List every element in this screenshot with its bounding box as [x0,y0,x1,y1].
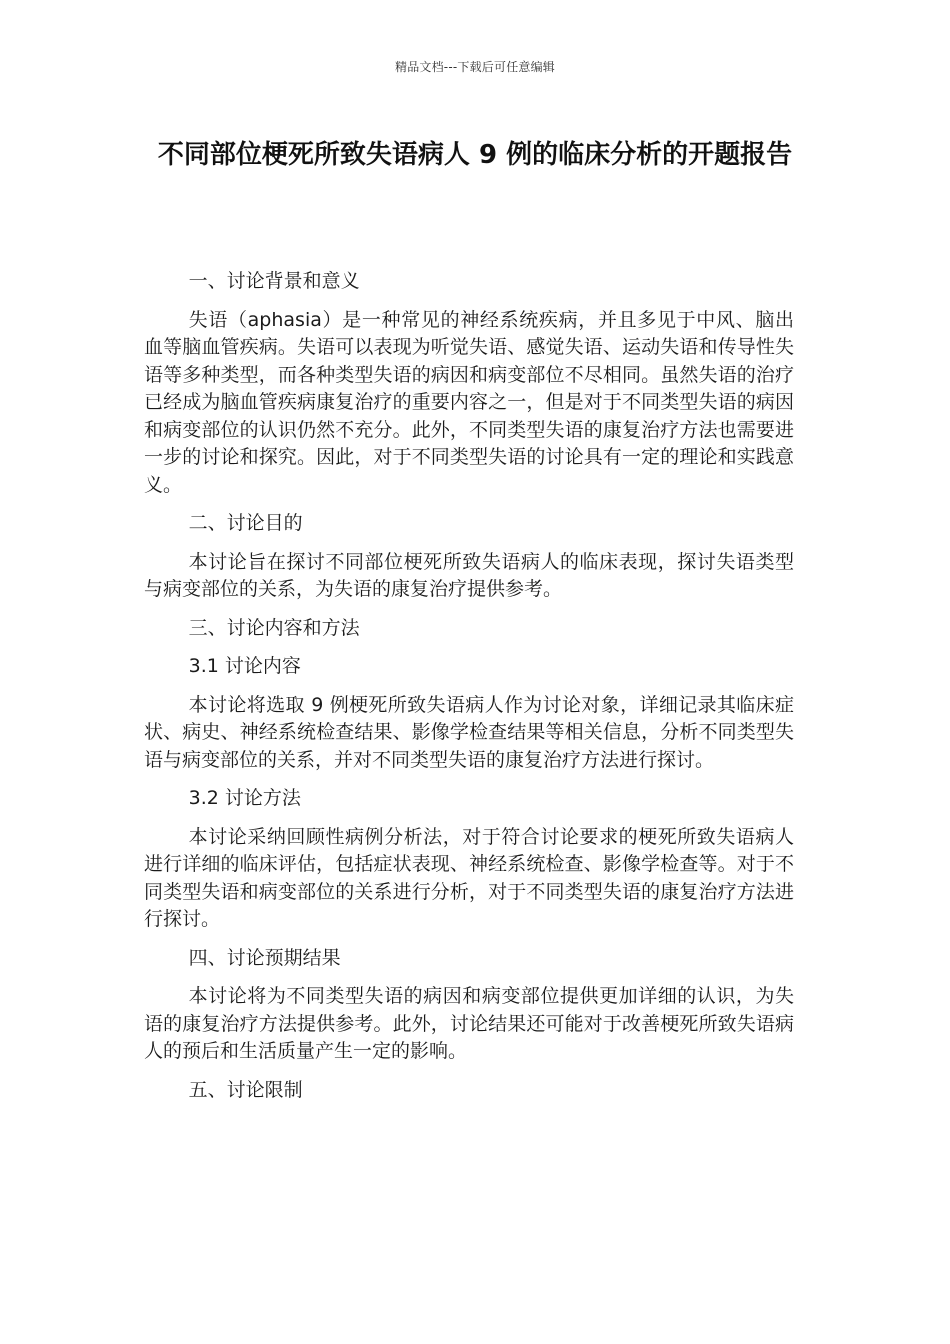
document-title: 不同部位梗死所致失语病人 9 例的临床分析的开题报告 [157,140,793,170]
section-heading-background: 一、讨论背景和意义 [188,270,360,292]
expected-results-paragraph: 本讨论将为不同类型失语的病因和病变部位提供更加详细的认识，为失语的康复治疗方法提供参考。此外，讨论结果还可能对于改善梗死所致失语病人的预后和生活质量产生一定的影响。 [144,985,794,1062]
content-paragraph: 本讨论将选取 9 例梗死所致失语病人作为讨论对象，详细记录其临床症状、病史、神经系统检查结果、影像学检查结果等相关信息，分析不同类型失语与病变部位的关系，并对不同类型失语的康复治疗方法进行探讨。 [144,693,794,771]
section-heading-limitations: 五、讨论限制 [188,1078,303,1101]
subsection-heading-methods: 3.2 讨论方法 [188,787,301,809]
section-heading-expected-results: 四、讨论预期结果 [188,946,341,969]
document-body [144,268,794,1115]
header-note: 精品文档---下载后可任意编辑 [395,60,555,74]
methods-paragraph: 本讨论采纳回顾性病例分析法，对于符合讨论要求的梗死所致失语病人进行详细的临床评估，包括症状表现、神经系统检查、影像学检查等。对于不同类型失语和病变部位的关系进行分析，对于不同类型失语的康复治疗方法进行探讨。 [144,825,794,930]
subsection-heading-content: 3.1 讨论内容 [188,655,301,677]
section-heading-content-methods: 三、讨论内容和方法 [188,616,360,639]
section-heading-purpose: 二、讨论目的 [188,512,303,534]
background-paragraph: 失语（aphasia）是一种常见的神经系统疾病，并且多见于中风、脑出血等脑血管疾病。失语可以表现为听觉失语、感觉失语、运动失语和传导性失语等多种类型，而各种类型失语的病因和病变部位不尽相同。虽然失语的治疗已经成为脑血管疾病康复治疗的重要内容之一，但是对于不同类型失语的病因和病变部位的认识仍然不充分。此外，不同类型失语的康复治疗方法也需要进一步的讨论和探究。因此，对于不同类型失语的讨论具有一定的理论和实践意义。 [144,308,794,496]
purpose-paragraph: 本讨论旨在探讨不同部位梗死所致失语病人的临床表现，探讨失语类型与病变部位的关系，为失语的康复治疗提供参考。 [144,550,794,600]
